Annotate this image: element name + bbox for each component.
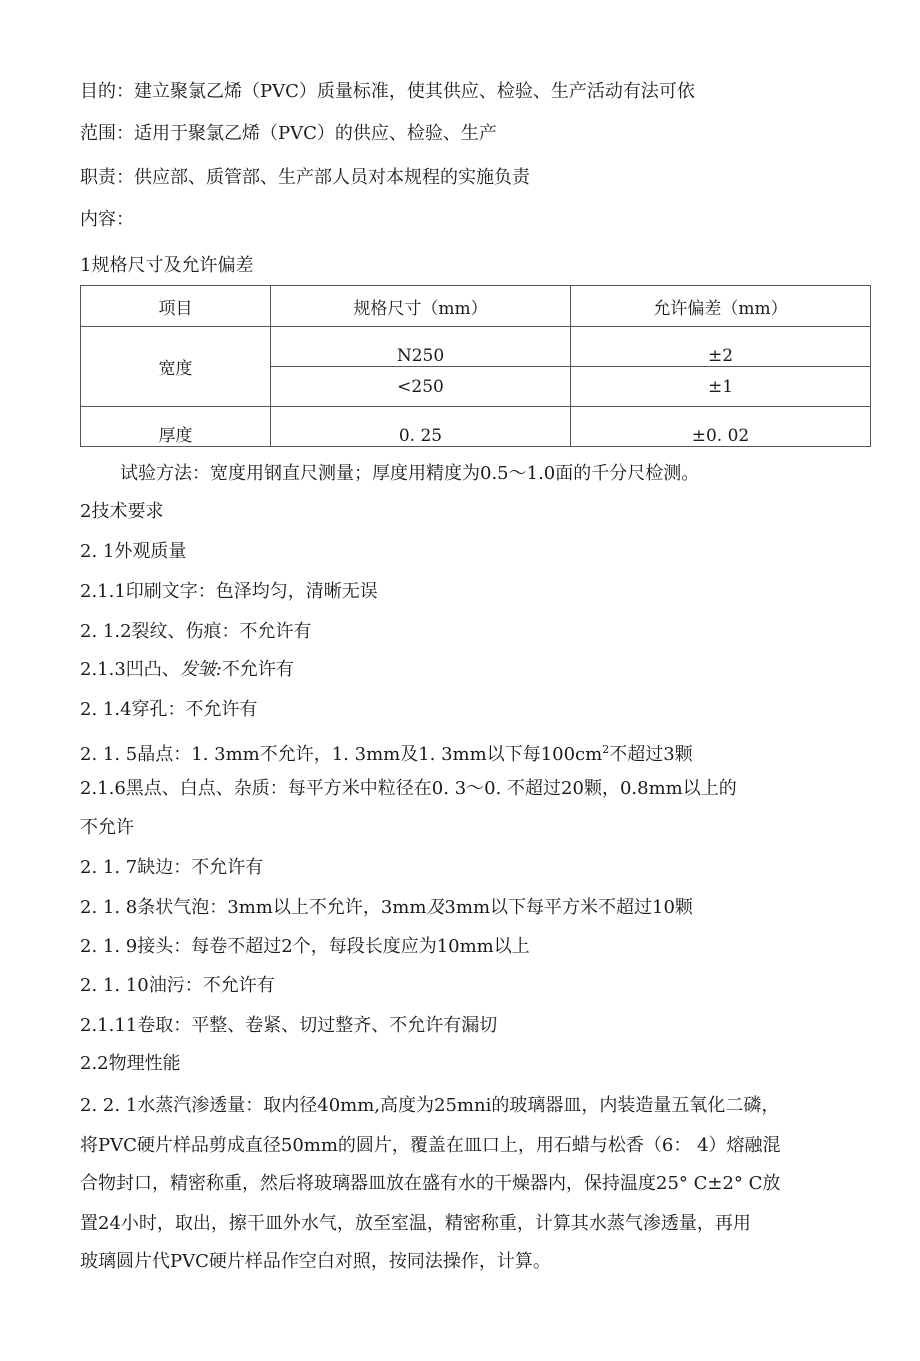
item-2-1-1: 2.1.1印刷文字：色泽均匀，清晰无误	[80, 581, 378, 602]
physical-line-4: 置24小时，取出，擦干皿外水气，放至室温，精密称重，计算其水蒸气渗透量，再用	[80, 1213, 751, 1234]
table-row	[81, 407, 871, 447]
item-2-1-7: 2. 1. 7缺边：不允许有	[80, 857, 264, 878]
physical-line-1: 2. 2. 1水蒸汽渗透量：取内径40mm,高度为25mni的玻璃器皿，内装造量五氧化二磷，	[80, 1095, 780, 1116]
cell-item-width: 宽度	[81, 327, 271, 407]
section2-title: 2技术要求	[80, 501, 164, 522]
header-size: 规格尺寸（mm）	[271, 286, 571, 327]
cell-tolerance: ±0. 02	[571, 407, 871, 447]
item-2-1-6-cont: 不允许	[80, 817, 134, 838]
duty-line: 职责：供应部、质管部、生产部人员对本规程的实施负责	[80, 167, 530, 188]
physical-line-5: 玻璃圆片代PVC硬片样品作空白对照，按同法操作，计算。	[80, 1251, 551, 1272]
physical-title: 2.2物理性能	[80, 1053, 181, 1074]
item-2-1-11: 2.1.11卷取：平整、卷紧、切过整齐、不允许有漏切	[80, 1015, 498, 1036]
scope-line: 范围：适用于聚氯乙烯（PVC）的供应、检验、生产	[80, 123, 497, 144]
cell-tolerance: ±2	[571, 327, 871, 367]
cell-size: 0. 25	[271, 407, 571, 447]
item-2-1-3: 2.1.3凹凸、发皱:不允许有	[80, 659, 294, 680]
item-2-1-4: 2. 1.4穿孔：不允许有	[80, 699, 258, 720]
item-2-1-6: 2.1.6黑点、白点、杂质：每平方米中粒径在0. 3〜0. 不超过20颗，0.8mm以上的	[80, 778, 737, 799]
table-header-row	[81, 286, 871, 327]
content-heading: 内容：	[80, 209, 134, 230]
spec-table	[80, 285, 871, 447]
physical-line-2: 将PVC硬片样品剪成直径50mm的圆片，覆盖在皿口上，用石蜡与松香（6： 4）熔融混	[80, 1135, 781, 1156]
header-tolerance: 允许偏差（mm）	[571, 286, 871, 327]
item-2-1-9: 2. 1. 9接头：每卷不超过2个，每段长度应为10mm以上	[80, 936, 530, 957]
cell-item-thickness: 厚度	[81, 407, 271, 447]
item-2-1-5: 2. 1. 5晶点：1. 3mm不允许，1. 3mm及1. 3mm以下每$100cm^2$不超过3颗	[80, 743, 693, 765]
test-method: 试验方法：宽度用钢直尺测量；厚度用精度为0.5〜1.0面的千分尺检测。	[120, 463, 700, 484]
physical-line-3: 合物封口，精密称重，然后将玻璃器皿放在盛有水的干燥器内，保持温度25° C±2° C放	[80, 1173, 781, 1194]
cell-size: N250	[271, 327, 571, 367]
section1-title: 1规格尺寸及允许偏差	[80, 255, 254, 276]
table-row	[81, 327, 871, 367]
purpose-line: 目的：建立聚氯乙烯（PVC）质量标准，使其供应、检验、生产活动有法可依	[80, 81, 695, 102]
cell-size: <250	[271, 367, 571, 407]
header-item: 项目	[81, 286, 271, 327]
item-2-1-10: 2. 1. 10油污：不允许有	[80, 975, 275, 996]
appearance-title: 2. 1外观质量	[80, 541, 187, 562]
item-2-1-8: 2. 1. 8条状气泡：3mm以上不允许，3mm及3mm以下每平方米不超过10颗	[80, 897, 693, 918]
item-2-1-2: 2. 1.2裂纹、伤痕：不允许有	[80, 621, 312, 642]
cell-tolerance: ±1	[571, 367, 871, 407]
